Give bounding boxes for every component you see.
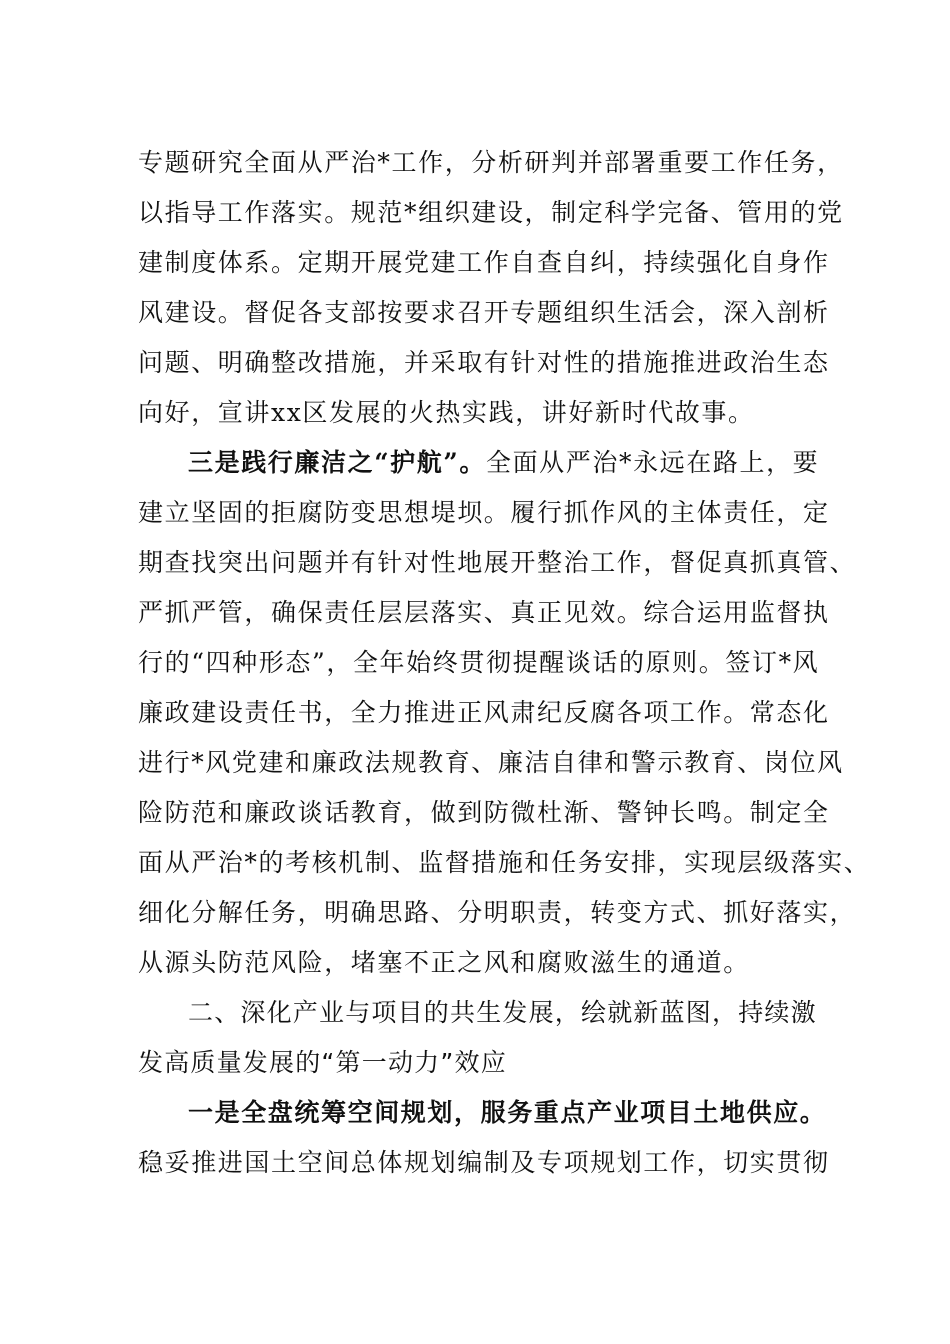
body-line: 廉政建设责任书，全力推进正风肃纪反腐各项工作。常态化 [138,698,830,727]
body-line: 进行*风党建和廉政法规教育、廉洁自律和警示教育、岗位风 [138,748,844,777]
body-line: 建立坚固的拒腐防变思想堤坝。履行抓作风的主体责任，定 [138,498,830,527]
paragraph-text: 全面从严治*永远在路上，要 [485,448,820,477]
section-heading-continued: 发高质量发展的“第一动力”效应 [138,1048,507,1077]
body-line: 行的“四种形态”，全年始终贯彻提醒谈话的原则。签订*风 [138,648,820,677]
paragraph-lead-bold: 一是全盘统筹空间规划，服务重点产业项目土地供应。 [188,1098,827,1127]
body-line: 稳妥推进国土空间总体规划编制及专项规划工作，切实贯彻 [138,1148,830,1177]
body-line: 以指导工作落实。规范*组织建设，制定科学完备、管用的党 [138,198,844,227]
body-line: 风建设。督促各支部按要求召开专题组织生活会，深入剖析 [138,298,830,327]
paragraph-lead-bold: 三是践行廉洁之“护航”。 [188,448,486,477]
body-line: 细化分解任务，明确思路、分明职责，转变方式、抓好落实， [138,898,857,927]
body-line: 专题研究全面从严治*工作，分析研判并部署重要工作任务， [138,148,844,177]
body-line: 建制度体系。定期开展党建工作自查自纠，持续强化自身作 [138,248,830,277]
section-heading: 二、深化产业与项目的共生发展，绘就新蓝图，持续激 [188,998,817,1027]
body-line: 面从严治*的考核机制、监督措施和任务安排，实现层级落实、 [138,848,871,877]
body-line: 险防范和廉政谈话教育，做到防微杜渐、警钟长鸣。制定全 [138,798,830,827]
body-line: 向好，宣讲xx区发展的火热实践，讲好新时代故事。 [138,398,755,427]
body-line: 问题、明确整改措施，并采取有针对性的措施推进政治生态 [138,348,830,377]
paragraph-first-line [188,446,819,480]
body-line: 从源头防范风险，堵塞不正之风和腐败滋生的通道。 [138,948,750,977]
body-line: 严抓严管，确保责任层层落实、真正见效。综合运用监督执 [138,598,830,627]
body-line: 期查找突出问题并有针对性地展开整治工作，督促真抓真管、 [138,548,857,577]
